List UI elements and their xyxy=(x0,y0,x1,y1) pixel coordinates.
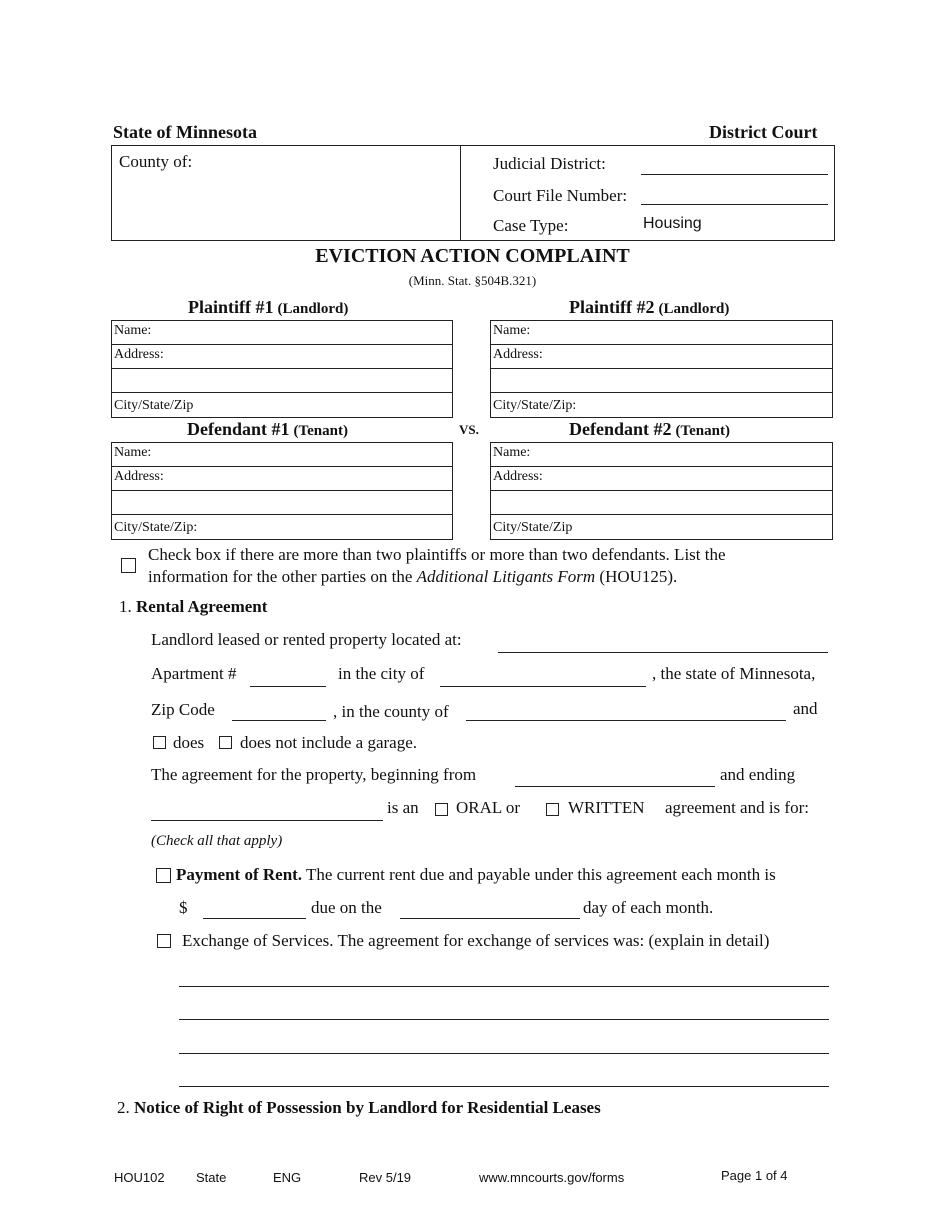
footer-page: Page 1 of 4 xyxy=(721,1168,788,1183)
field-label: City/State/Zip xyxy=(493,520,573,535)
judicial-district-field[interactable] xyxy=(641,174,828,175)
due-day-field[interactable] xyxy=(400,918,580,919)
case-caption-box xyxy=(111,145,835,241)
written-label: WRITTEN xyxy=(568,798,645,817)
additional-line2-post: (HOU125). xyxy=(595,567,678,586)
section2-heading xyxy=(117,1098,601,1118)
defendant2-title: Defendant #2 xyxy=(569,419,672,439)
explain-line-1[interactable] xyxy=(179,986,829,987)
dollar-sign: $ xyxy=(179,898,188,917)
ending-label: and ending xyxy=(720,765,796,784)
footer-form-code: HOU102 xyxy=(114,1170,165,1185)
statute-ref: (Minn. Stat. §504B.321) xyxy=(408,273,537,288)
state-label: State of Minnesota xyxy=(113,122,257,142)
defendant2-role: (Tenant) xyxy=(675,423,730,439)
field-label: Address: xyxy=(493,347,543,362)
city-of-label: in the city of xyxy=(338,664,425,683)
plaintiff2-role: (Landlord) xyxy=(658,301,730,317)
apartment-field[interactable] xyxy=(250,686,326,687)
payment-text: The current rent due and payable under this agreement each month is xyxy=(302,865,776,884)
plaintiff2-address2-field[interactable] xyxy=(490,368,833,393)
section1-title: Rental Agreement xyxy=(136,597,268,616)
section1-heading xyxy=(119,597,267,617)
defendant2-heading xyxy=(569,419,730,440)
zip-field[interactable] xyxy=(232,720,326,721)
does-label: does xyxy=(173,733,205,752)
county-label: County of: xyxy=(119,152,193,171)
field-label: City/State/Zip: xyxy=(493,398,577,413)
does-not-label: does not include a garage. xyxy=(240,733,418,752)
section1-number: 1. xyxy=(119,597,132,616)
section2-title: Notice of Right of Possession by Landlord for Residential Leases xyxy=(134,1098,601,1117)
case-type-value: Housing xyxy=(643,215,702,232)
field-label: City/State/Zip: xyxy=(114,520,198,535)
defendant1-title: Defendant #1 xyxy=(187,419,290,439)
section2-number: 2. xyxy=(117,1098,130,1117)
exchange-services-checkbox[interactable] xyxy=(157,934,171,948)
begin-date-field[interactable] xyxy=(515,786,715,787)
plaintiff1-address-field[interactable] xyxy=(111,344,453,369)
oral-checkbox[interactable] xyxy=(435,803,448,816)
footer-state: State xyxy=(196,1170,227,1185)
footer-url[interactable]: www.mncourts.gov/forms xyxy=(479,1170,625,1185)
court-label: District Court xyxy=(709,122,818,142)
day-of-month-label: day of each month. xyxy=(583,898,714,917)
court-file-label: Court File Number: xyxy=(493,186,628,205)
written-checkbox[interactable] xyxy=(546,803,559,816)
zip-label: Zip Code xyxy=(151,700,215,719)
field-label: City/State/Zip xyxy=(114,398,194,413)
explain-line-4[interactable] xyxy=(179,1086,829,1087)
county-field[interactable] xyxy=(466,720,786,721)
footer-revision: Rev 5/19 xyxy=(359,1170,412,1185)
additional-litigants-checkbox[interactable] xyxy=(121,558,136,573)
garage-does-not-checkbox[interactable] xyxy=(219,736,232,749)
due-on-label: due on the xyxy=(311,898,382,917)
garage-does-checkbox[interactable] xyxy=(153,736,166,749)
field-label: Name: xyxy=(493,323,531,338)
leased-label: Landlord leased or rented property located at: xyxy=(151,630,462,649)
state-mn-label: , the state of Minnesota, xyxy=(652,664,816,683)
agreement-begin-label: The agreement for the property, beginning from xyxy=(151,765,477,784)
plaintiff1-title: Plaintiff #1 xyxy=(188,297,274,317)
additional-line2-pre: information for the other parties on the xyxy=(148,567,417,586)
defendant1-city-field[interactable] xyxy=(111,514,453,540)
payment-label: Payment of Rent. xyxy=(176,865,303,884)
plaintiff2-name-field[interactable] xyxy=(490,320,833,345)
oral-label: ORAL or xyxy=(456,798,521,817)
is-an-label: is an xyxy=(387,798,419,817)
plaintiff2-heading xyxy=(569,297,729,318)
property-address-field[interactable] xyxy=(498,652,828,653)
defendant1-address2-field[interactable] xyxy=(111,490,453,515)
field-label: Address: xyxy=(114,347,164,362)
judicial-district-label: Judicial District: xyxy=(493,154,606,173)
defendant1-name-field[interactable] xyxy=(111,442,453,467)
additional-line1: Check box if there are more than two plaintiffs or more than two defendants. List the xyxy=(148,545,726,564)
defendant2-name-field[interactable] xyxy=(490,442,833,467)
defendant2-address-field[interactable] xyxy=(490,466,833,491)
field-label: Address: xyxy=(114,469,164,484)
plaintiff1-name-field[interactable] xyxy=(111,320,453,345)
plaintiff1-role: (Landlord) xyxy=(277,301,349,317)
plaintiff1-city-field[interactable] xyxy=(111,392,453,418)
court-file-field[interactable] xyxy=(641,204,828,205)
plaintiff1-address2-field[interactable] xyxy=(111,368,453,393)
end-date-field[interactable] xyxy=(151,820,383,821)
explain-line-2[interactable] xyxy=(179,1019,829,1020)
rent-amount-field[interactable] xyxy=(203,918,306,919)
defendant2-city-field[interactable] xyxy=(490,514,833,540)
footer-lang: ENG xyxy=(273,1170,302,1185)
agreement-for-label: agreement and is for: xyxy=(665,798,809,817)
additional-litigants-form-name: Additional Litigants Form xyxy=(416,567,596,586)
explain-line-3[interactable] xyxy=(179,1053,829,1054)
defendant1-heading xyxy=(187,419,348,440)
defendant1-address-field[interactable] xyxy=(111,466,453,491)
plaintiff2-city-field[interactable] xyxy=(490,392,833,418)
apartment-label: Apartment # xyxy=(151,664,237,683)
field-label: Name: xyxy=(114,445,152,460)
plaintiff2-title: Plaintiff #2 xyxy=(569,297,655,317)
county-of-label: , in the county of xyxy=(333,702,449,721)
field-label: Address: xyxy=(493,469,543,484)
additional-line2 xyxy=(148,567,677,587)
exchange-services-label: Exchange of Services. The agreement for exchange of services was: (explain in detail) xyxy=(182,931,770,950)
defendant1-role: (Tenant) xyxy=(293,423,348,439)
city-field[interactable] xyxy=(440,686,646,687)
field-label: Name: xyxy=(493,445,531,460)
case-type-label: Case Type: xyxy=(493,216,569,235)
plaintiff1-heading xyxy=(188,297,348,318)
payment-line xyxy=(176,865,776,885)
plaintiff2-address-field[interactable] xyxy=(490,344,833,369)
field-label: Name: xyxy=(114,323,152,338)
caption-divider xyxy=(460,145,461,241)
payment-of-rent-checkbox[interactable] xyxy=(156,868,171,883)
check-all-note: (Check all that apply) xyxy=(151,833,283,849)
and-label: and xyxy=(793,699,818,718)
vs-label: VS. xyxy=(459,422,479,437)
defendant2-address2-field[interactable] xyxy=(490,490,833,515)
form-title: EVICTION ACTION COMPLAINT xyxy=(315,245,630,267)
